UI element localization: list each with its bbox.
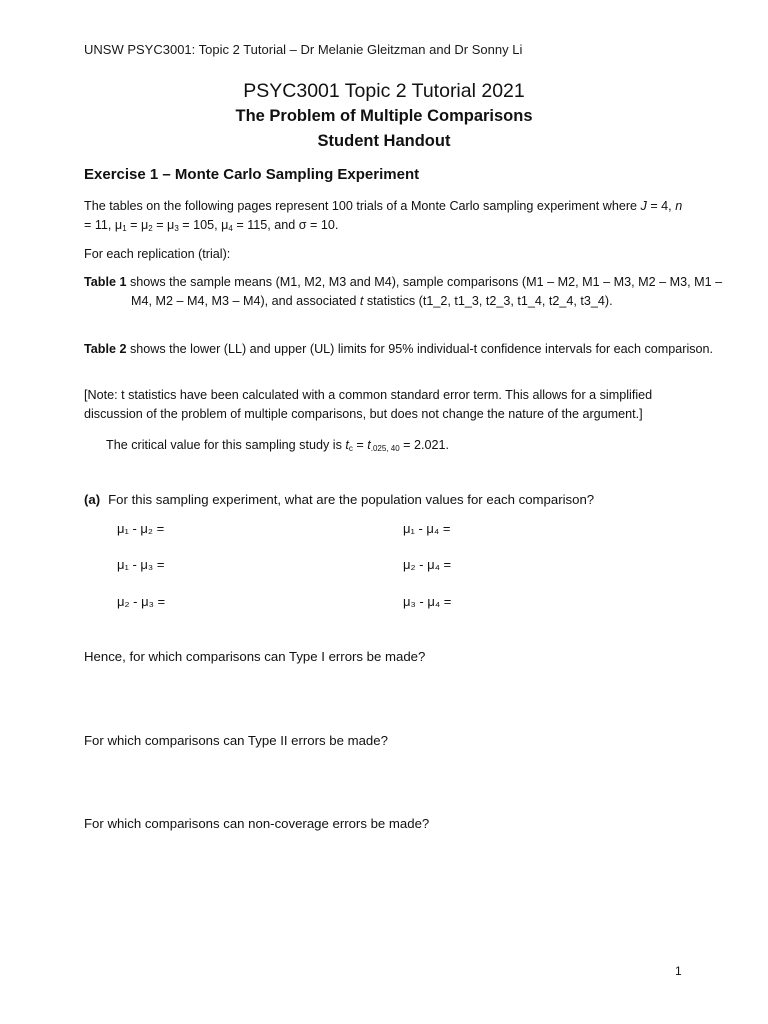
exercise-heading: Exercise 1 – Monte Carlo Sampling Experiment — [84, 166, 420, 183]
comparison-mu2-mu3: μ₂ - μ₃ = — [117, 594, 166, 609]
running-header: UNSW PSYC3001: Topic 2 Tutorial – Dr Melanie Gleitzman and Dr Sonny Li — [84, 42, 523, 57]
question-noncoverage-errors: For which comparisons can non-coverage errors be made? — [84, 816, 430, 831]
table2-description: Table 2 shows the lower (LL) and upper (UL) limits for 95% individual-t confidence intervals for each comparison. — [84, 342, 714, 356]
question-type1-errors: Hence, for which comparisons can Type I errors be made? — [84, 649, 426, 664]
title-block — [0, 78, 768, 154]
question-type2-errors: For which comparisons can Type II errors be made? — [84, 733, 388, 748]
comparison-mu1-mu3: μ₁ - μ₃ = — [117, 557, 165, 572]
intro-paragraph: The tables on the following pages represent 100 trials of a Monte Carlo sampling experiment where J = 4, n = 11, $\mu_1 = \mu_2 = \mu_3 = 105$, $\mu_4 = 115$, and σ = 10. — [84, 199, 683, 233]
comparison-mu2-mu4: μ₂ - μ₄ = — [403, 557, 452, 572]
table1-label: Table 1 — [84, 275, 127, 289]
handout-label: Student Handout — [317, 132, 451, 150]
comparison-mu1-mu2: μ₁ - μ₂ = — [117, 521, 165, 536]
question-a-text: For this sampling experiment, what are the population values for each comparison? — [108, 492, 595, 507]
table2-label: Table 2 — [84, 342, 127, 356]
table1-description: Table 1 shows the sample means (M1, M2, M3 and M4), sample comparisons (M1 – M2, M1 – M3, M2 – M3, M1 – M4, M2 – M4, M3 – M4), and associated t statistics (t1_2, t1_3, t2_3, t1_4, t2_4, t3_4). — [84, 275, 723, 308]
replication-intro: For each replication (trial): — [84, 247, 231, 261]
question-a — [84, 490, 594, 509]
comparison-mu3-mu4: μ₃ - μ₄ = — [403, 594, 452, 609]
page-number: 1 — [675, 964, 682, 978]
document-title: PSYC3001 Topic 2 Tutorial 2021 — [243, 80, 525, 102]
critical-value-line: The critical value for this sampling study is $t_c = t_{.025, 40} = 2.021$. — [106, 438, 450, 453]
comparison-mu1-mu4: μ₁ - μ₄ = — [403, 521, 451, 536]
question-a-label: (a) — [84, 492, 101, 507]
document-subtitle: The Problem of Multiple Comparisons — [235, 107, 533, 125]
note-paragraph: [Note: t statistics have been calculated with a common standard error term. This allows for a simplified discussion of the problem of multiple comparisons, but does not change the nature of the argument.] — [84, 388, 653, 421]
